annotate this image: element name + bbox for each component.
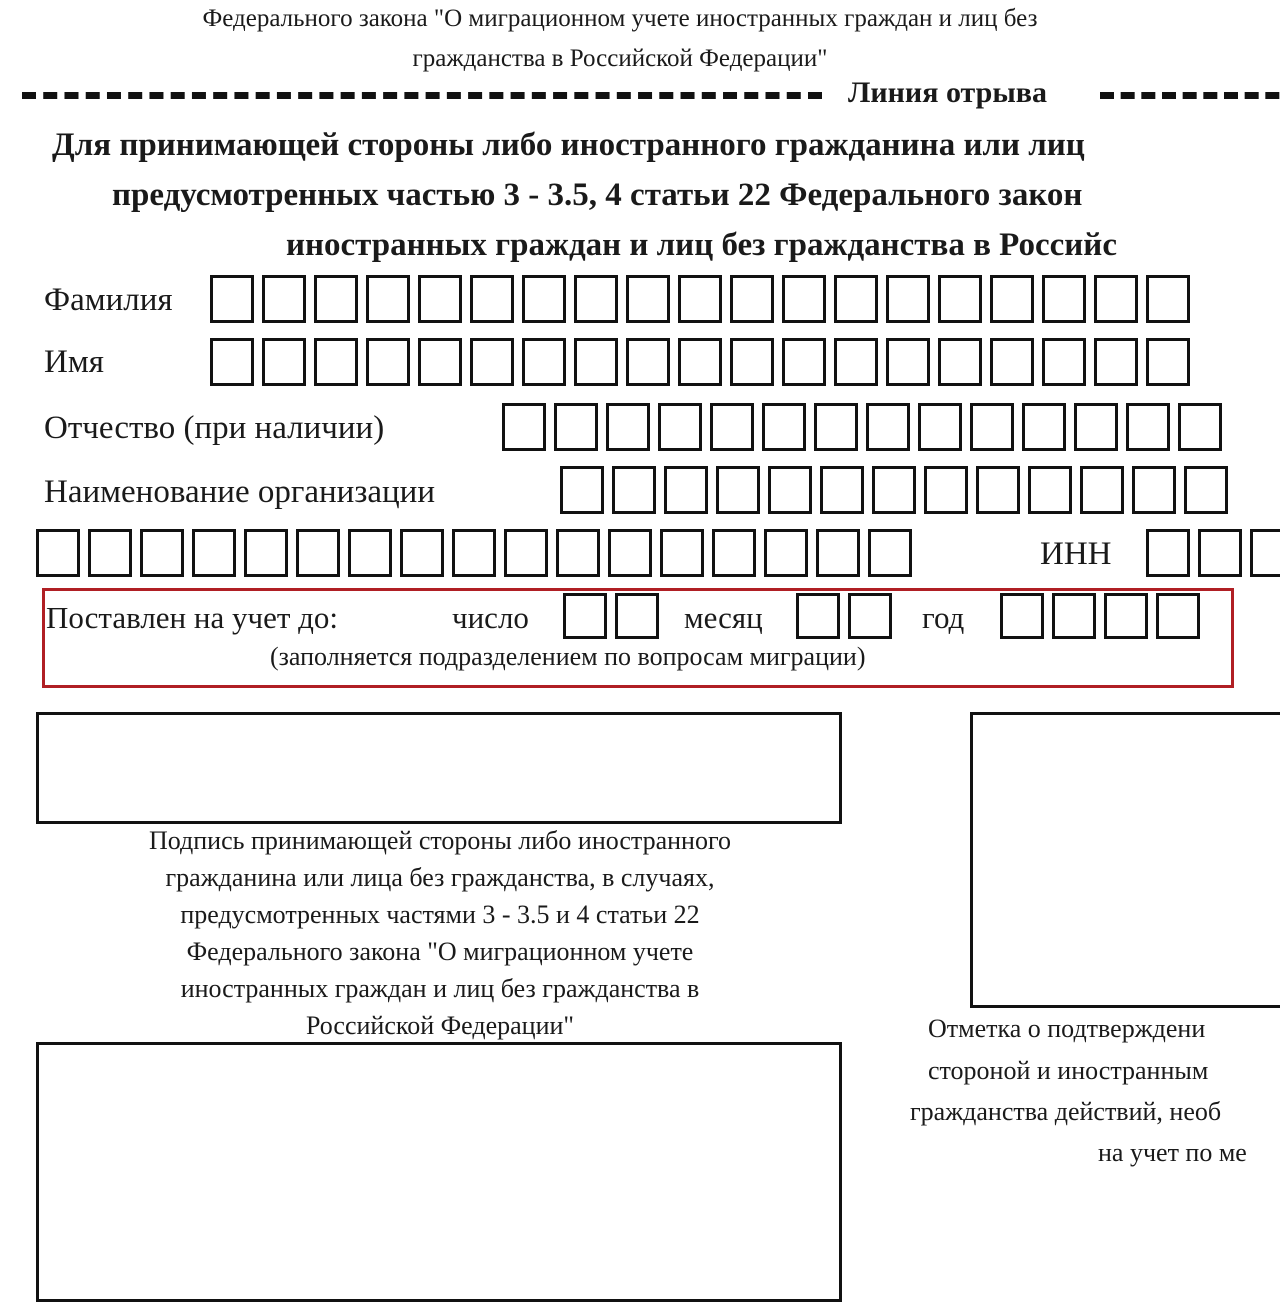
registration-label: Поставлен на учет до: — [46, 600, 339, 635]
character-cell[interactable] — [872, 466, 916, 514]
character-cell[interactable] — [210, 338, 254, 386]
surname-cells[interactable] — [210, 275, 1190, 323]
character-cell[interactable] — [658, 403, 702, 451]
character-cell[interactable] — [730, 338, 774, 386]
section-heading-line-2: предусмотренных частью 3 - 3.5, 4 статьи 22 Федерального закон — [112, 177, 1083, 213]
name-label: Имя — [44, 344, 104, 380]
character-cell[interactable] — [938, 338, 982, 386]
character-cell[interactable] — [938, 275, 982, 323]
day-label: число — [452, 600, 529, 635]
character-cell[interactable] — [1132, 466, 1176, 514]
tear-line-label: Линия отрыва — [848, 76, 1047, 109]
character-cell[interactable] — [762, 403, 806, 451]
registration-note: (заполняется подразделением по вопросам миграции) — [270, 642, 866, 671]
character-cell[interactable] — [1094, 338, 1138, 386]
inn-cells[interactable] — [1146, 529, 1280, 577]
year-label: год — [922, 600, 965, 635]
character-cell[interactable] — [924, 466, 968, 514]
section-heading-line-1: Для принимающей стороны либо иностранного гражданина или лиц — [52, 127, 1085, 163]
character-cell[interactable] — [366, 275, 410, 323]
character-cell[interactable] — [796, 593, 840, 639]
character-cell[interactable] — [210, 275, 254, 323]
signature-box[interactable] — [36, 712, 842, 824]
character-cell[interactable] — [1146, 275, 1190, 323]
character-cell[interactable] — [452, 529, 496, 577]
character-cell[interactable] — [716, 466, 760, 514]
character-cell[interactable] — [712, 529, 756, 577]
character-cell[interactable] — [606, 403, 650, 451]
character-cell[interactable] — [1000, 593, 1044, 639]
character-cell[interactable] — [678, 275, 722, 323]
character-cell[interactable] — [244, 529, 288, 577]
character-cell[interactable] — [1104, 593, 1148, 639]
character-cell[interactable] — [990, 275, 1034, 323]
organization-cells[interactable] — [560, 466, 1228, 514]
character-cell[interactable] — [140, 529, 184, 577]
character-cell[interactable] — [1126, 403, 1170, 451]
character-cell[interactable] — [36, 529, 80, 577]
signature-caption-line: Подпись принимающей стороны либо иностранного — [149, 826, 731, 855]
character-cell[interactable] — [1156, 593, 1200, 639]
character-cell[interactable] — [262, 338, 306, 386]
character-cell[interactable] — [314, 275, 358, 323]
mark-caption-line: Отметка о подтверждени — [928, 1014, 1206, 1043]
month-cells[interactable] — [796, 593, 892, 639]
tear-line-right — [1100, 92, 1280, 99]
character-cell[interactable] — [834, 275, 878, 323]
character-cell[interactable] — [470, 338, 514, 386]
character-cell[interactable] — [88, 529, 132, 577]
name-cells[interactable] — [210, 338, 1190, 386]
character-cell[interactable] — [522, 338, 566, 386]
signature-caption-line: гражданина или лица без гражданства, в случаях, — [165, 863, 715, 892]
confirmation-mark-box[interactable] — [970, 712, 1280, 1008]
character-cell[interactable] — [782, 338, 826, 386]
month-label: месяц — [684, 600, 763, 635]
signature-caption — [40, 822, 840, 1044]
character-cell[interactable] — [1080, 466, 1124, 514]
character-cell[interactable] — [1094, 275, 1138, 323]
character-cell[interactable] — [848, 593, 892, 639]
character-cell[interactable] — [678, 338, 722, 386]
character-cell[interactable] — [366, 338, 410, 386]
character-cell[interactable] — [730, 275, 774, 323]
character-cell[interactable] — [615, 593, 659, 639]
organization-cells-row-2[interactable] — [36, 529, 912, 577]
patronymic-cells[interactable] — [502, 403, 1222, 451]
character-cell[interactable] — [664, 466, 708, 514]
character-cell[interactable] — [612, 466, 656, 514]
character-cell[interactable] — [418, 338, 462, 386]
character-cell[interactable] — [262, 275, 306, 323]
character-cell[interactable] — [400, 529, 444, 577]
character-cell[interactable] — [782, 275, 826, 323]
character-cell[interactable] — [502, 403, 546, 451]
signature-caption-line: иностранных граждан и лиц без гражданства в — [180, 974, 700, 1003]
character-cell[interactable] — [918, 403, 962, 451]
character-cell[interactable] — [522, 275, 566, 323]
year-cells[interactable] — [1000, 593, 1200, 639]
character-cell[interactable] — [1074, 403, 1118, 451]
character-cell[interactable] — [764, 529, 808, 577]
character-cell[interactable] — [1042, 338, 1086, 386]
character-cell[interactable] — [866, 403, 910, 451]
organization-label: Наименование организации — [44, 474, 436, 510]
character-cell[interactable] — [820, 466, 864, 514]
character-cell[interactable] — [1146, 338, 1190, 386]
mark-caption-line: гражданства действий, необ — [910, 1097, 1222, 1126]
mark-caption-line: стороной и иностранным — [928, 1056, 1209, 1085]
signature-caption-line: Российской Федерации" — [305, 1011, 575, 1040]
signature-caption-line: предусмотренных частями 3 - 3.5 и 4 статьи 22 — [180, 900, 700, 929]
character-cell[interactable] — [418, 275, 462, 323]
character-cell[interactable] — [504, 529, 548, 577]
mark-caption-line: на учет по ме — [1098, 1138, 1247, 1167]
character-cell[interactable] — [768, 466, 812, 514]
character-cell[interactable] — [868, 529, 912, 577]
character-cell[interactable] — [626, 338, 670, 386]
character-cell[interactable] — [976, 466, 1020, 514]
character-cell[interactable] — [710, 403, 754, 451]
character-cell[interactable] — [192, 529, 236, 577]
character-cell[interactable] — [348, 529, 392, 577]
character-cell[interactable] — [834, 338, 878, 386]
surname-label: Фамилия — [44, 282, 173, 318]
character-cell[interactable] — [563, 593, 607, 639]
stamp-box[interactable] — [36, 1042, 842, 1302]
character-cell[interactable] — [1028, 466, 1072, 514]
character-cell[interactable] — [608, 529, 652, 577]
character-cell[interactable] — [1022, 403, 1066, 451]
character-cell[interactable] — [314, 338, 358, 386]
character-cell[interactable] — [814, 403, 858, 451]
character-cell[interactable] — [574, 275, 618, 323]
inn-label: ИНН — [1040, 536, 1112, 572]
character-cell[interactable] — [1052, 593, 1096, 639]
character-cell[interactable] — [1184, 466, 1228, 514]
tear-line-left — [22, 92, 822, 99]
character-cell[interactable] — [1042, 275, 1086, 323]
character-cell[interactable] — [1178, 403, 1222, 451]
character-cell[interactable] — [1146, 529, 1190, 577]
character-cell[interactable] — [1250, 529, 1280, 577]
law-reference-line-2: гражданства в Российской Федерации" — [412, 45, 828, 72]
patronymic-label: Отчество (при наличии) — [44, 410, 385, 446]
character-cell[interactable] — [660, 529, 704, 577]
signature-caption-line: Федерального закона "О миграционном учете — [186, 937, 694, 966]
character-cell[interactable] — [886, 275, 930, 323]
character-cell[interactable] — [470, 275, 514, 323]
character-cell[interactable] — [556, 529, 600, 577]
law-reference-line-1: Федерального закона "О миграционном учете иностранных граждан и лиц без — [202, 5, 1038, 32]
character-cell[interactable] — [560, 466, 604, 514]
character-cell[interactable] — [1198, 529, 1242, 577]
character-cell[interactable] — [816, 529, 860, 577]
character-cell[interactable] — [886, 338, 930, 386]
character-cell[interactable] — [626, 275, 670, 323]
character-cell[interactable] — [990, 338, 1034, 386]
section-heading-line-3: иностранных граждан и лиц без гражданства в Российс — [286, 227, 1117, 263]
character-cell[interactable] — [296, 529, 340, 577]
character-cell[interactable] — [574, 338, 618, 386]
day-cells[interactable] — [563, 593, 659, 639]
character-cell[interactable] — [554, 403, 598, 451]
character-cell[interactable] — [970, 403, 1014, 451]
